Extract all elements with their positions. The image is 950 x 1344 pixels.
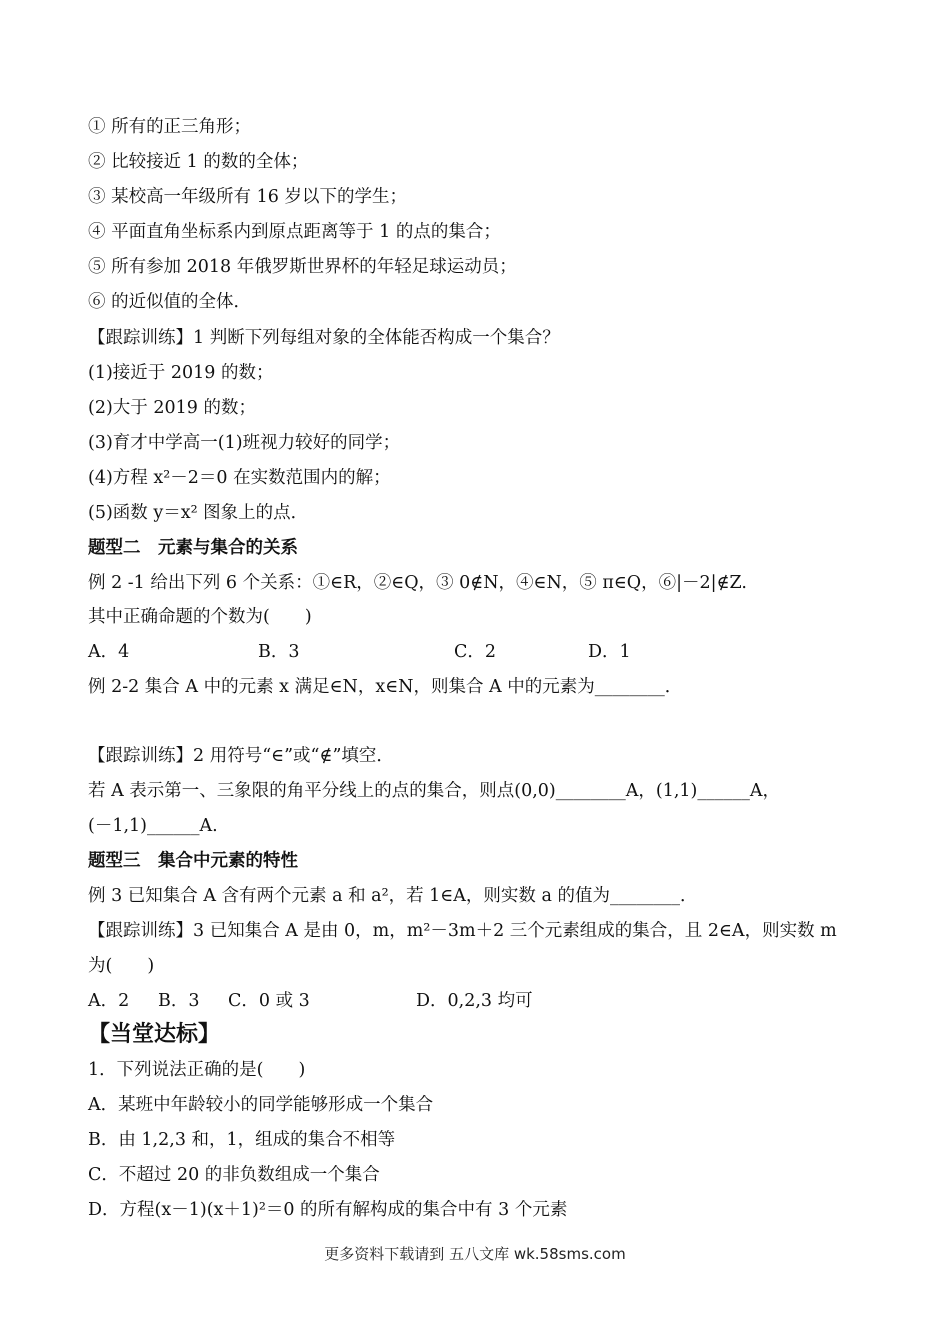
option-d: D．0,2,3 均可 — [416, 991, 533, 1011]
option-a: A．4 — [88, 642, 130, 662]
practice-2-line-1: 若 A 表示第一、三象限的角平分线上的点的集合，则点(0,0)________A，(1,1)______A， — [88, 781, 781, 801]
item-5: ⑤ 所有参加 2018 年俄罗斯世界杯的年轻足球运动员； — [88, 257, 517, 277]
example-3: 例 3 已知集合 A 含有两个元素 a 和 a²，若 1∈A，则实数 a 的值为________． — [88, 886, 698, 906]
practice-2-heading: 【跟踪训练】2 用符号“∈”或“∉”填空． — [88, 746, 394, 766]
item-2: ② 比较接近 1 的数的全体； — [88, 152, 309, 172]
item-3: ③ 某校高一年级所有 16 岁以下的学生； — [88, 187, 407, 207]
practice-2-line-2: (－1,1)______A. — [88, 816, 218, 836]
practice-1-item-2: (2)大于 2019 的数； — [88, 398, 256, 418]
item-4: ④ 平面直角坐标系内到原点距离等于 1 的点的集合； — [88, 222, 501, 242]
practice-3-line-2: 为( ) — [88, 956, 155, 976]
option-a: A．2 — [88, 991, 130, 1011]
practice-1-item-3: (3)育才中学高一(1)班视力较好的同学； — [88, 433, 401, 453]
question-1-option-c: C．不超过 20 的非负数组成一个集合 — [88, 1165, 380, 1185]
option-b: B．3 — [158, 991, 200, 1011]
practice-1-item-1: (1)接近于 2019 的数； — [88, 363, 274, 383]
option-c: C．0 或 3 — [228, 991, 310, 1011]
question-1-option-d: D．方程(x－1)(x＋1)²＝0 的所有解构成的集合中有 3 个元素 — [88, 1200, 568, 1220]
footer-link-text: 更多资料下载请到 五八文库 wk.58sms.com — [324, 1245, 626, 1263]
question-1-option-a: A．某班中年龄较小的同学能够形成一个集合 — [88, 1095, 434, 1115]
practice-1-heading: 【跟踪训练】1 判断下列每组对象的全体能否构成一个集合？ — [88, 328, 560, 348]
section-heading-classwork: 【当堂达标】 — [88, 1021, 221, 1047]
example-2-1: 例 2 -1 给出下列 6 个关系：①∈R，②∈Q，③ 0∉N，④∈N，⑤ π∈Q，⑥|－2|∉Z. — [88, 573, 747, 593]
item-6: ⑥ 的近似值的全体． — [88, 292, 252, 312]
item-1: ① 所有的正三角形； — [88, 117, 252, 137]
options-row-1 — [88, 640, 868, 664]
option-b: B．3 — [258, 642, 300, 662]
section-heading-2: 题型二 元素与集合的关系 — [88, 538, 298, 558]
options-row-2 — [88, 989, 868, 1013]
example-2-2: 例 2-2 集合 A 中的元素 x 满足∈N，x∈N，则集合 A 中的元素为________． — [88, 677, 683, 697]
practice-1-item-5: (5)函数 y＝x² 图象上的点． — [88, 503, 309, 523]
question-1-option-b: B．由 1,2,3 和，1，组成的集合不相等 — [88, 1130, 396, 1150]
section-heading-3: 题型三 集合中元素的特性 — [88, 851, 298, 871]
practice-3-line-1: 【跟踪训练】3 已知集合 A 是由 0，m，m²－3m＋2 三个元素组成的集合，且 2∈A，则实数 m — [88, 921, 837, 941]
question-1: 1．下列说法正确的是( ) — [88, 1060, 306, 1080]
example-2-1-question: 其中正确命题的个数为( ) — [88, 607, 312, 627]
option-c: C．2 — [454, 642, 497, 662]
practice-1-item-4: (4)方程 x²－2＝0 在实数范围内的解； — [88, 468, 391, 488]
option-d: D．1 — [588, 642, 631, 662]
